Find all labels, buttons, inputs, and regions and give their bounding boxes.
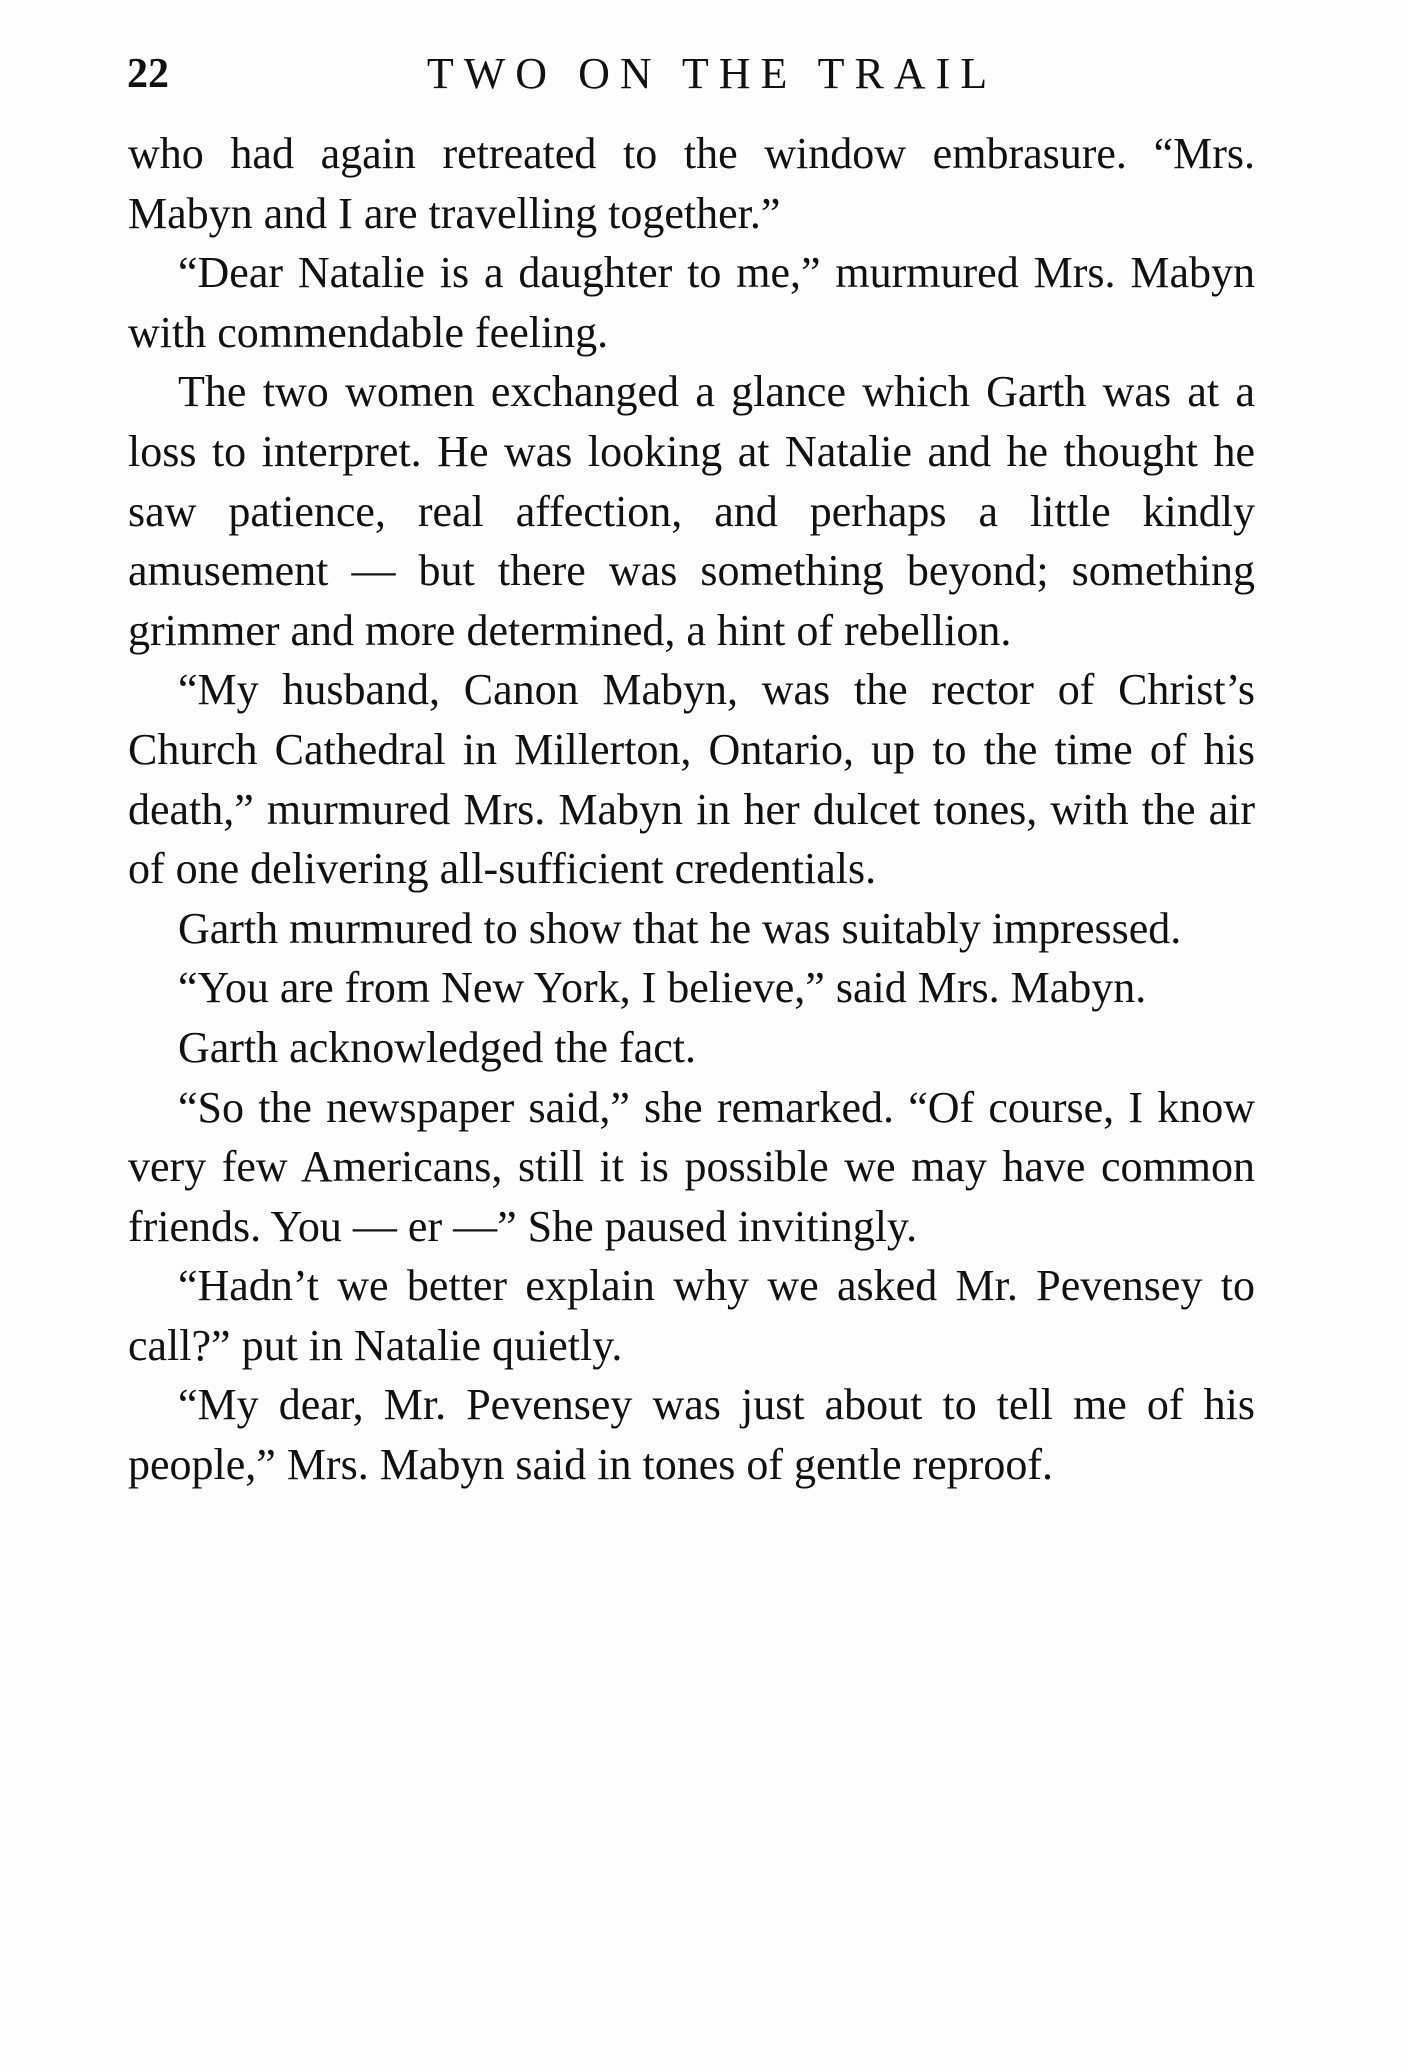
paragraph: Garth acknowledged the fact. bbox=[178, 1022, 696, 1072]
paragraph: “Hadn’t we better explain why we asked Mr. Pevensey to call?” put in Natalie quietly. bbox=[128, 1261, 1255, 1370]
paragraph: who had again retreated to the window embrasure. “Mrs. Mabyn and I are travelling together.” bbox=[128, 129, 1255, 238]
paragraph: “Dear Natalie is a daughter to me,” murmured Mrs. Mabyn with commendable feeling. bbox=[128, 248, 1255, 357]
paragraph: The two women exchanged a glance which Garth was at a loss to interpret. He was looking at Natalie and he thought he saw patience, real affection, and perhaps a little kindly amusement — but there was something beyond; something grimmer and more determined, a hint of rebellion. bbox=[128, 367, 1255, 655]
running-title: TWO ON THE TRAIL bbox=[426, 49, 998, 98]
paragraph: “My husband, Canon Mabyn, was the rector of Christ’s Church Cathedral in Millerton, Ontario, up to the time of his death,” murmured Mrs. Mabyn in her dulcet tones, with the air of one delivering all-sufficient credentials. bbox=[128, 665, 1255, 894]
paragraph: “My dear, Mr. Pevensey was just about to tell me of his people,” Mrs. Mabyn said in tones of gentle reproof. bbox=[128, 1380, 1255, 1490]
paragraph: “So the newspaper said,” she remarked. “Of course, I know very few Americans, still it is possible we may have common friends. You — er —” She paused invitingly. bbox=[128, 1082, 1255, 1251]
page-number: 22 bbox=[127, 51, 169, 97]
body-text bbox=[128, 124, 1255, 1495]
paragraph: “You are from New York, I believe,” said Mrs. Mabyn. bbox=[178, 963, 1147, 1013]
paragraph: Garth murmured to show that he was suitably impressed. bbox=[178, 903, 1182, 953]
running-head bbox=[127, 44, 1257, 104]
